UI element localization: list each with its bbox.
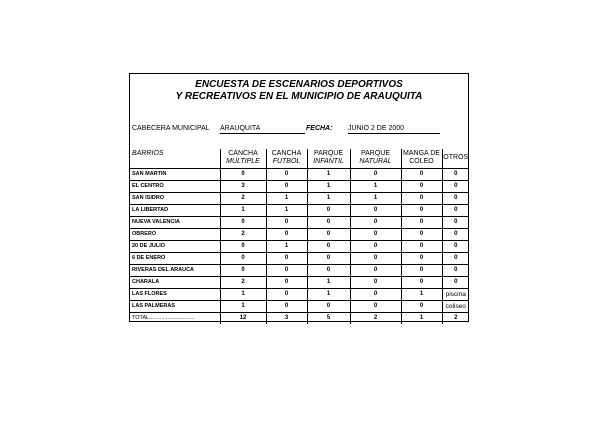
cell-parque-infantil: 0 (307, 216, 350, 228)
cell-cancha-multiple: 1 (220, 300, 266, 312)
cell-parque-infantil: 1 (307, 288, 350, 300)
cell-parque-natural: 0 (350, 204, 401, 216)
cell-cancha-multiple: 0 (220, 264, 266, 276)
cell-parque-natural: 0 (350, 264, 401, 276)
cell-cancha-futbol: 0 (266, 300, 307, 312)
cell-barrio: CHARALA (130, 276, 220, 288)
total-cancha-futbol: 3 (266, 312, 307, 324)
total-parque-infantil: 5 (307, 312, 350, 324)
survey-sheet (129, 73, 469, 322)
cell-otros: 0 (442, 228, 469, 240)
fecha-value: JUNIO 2 DE 2000 (348, 125, 440, 134)
cell-barrio: NUEVA VALENCIA (130, 216, 220, 228)
table-row (130, 276, 469, 288)
cabecera-value: ARAUQUITA (220, 125, 305, 134)
cell-manga-de-coleo: 0 (401, 192, 442, 204)
title-line-1: ENCUESTA DE ESCENARIOS DEPORTIVOS (195, 79, 403, 90)
cell-parque-natural: 0 (350, 228, 401, 240)
header-parque-infantil: PARQUE INFANTIL (307, 149, 350, 168)
cell-parque-infantil: 0 (307, 300, 350, 312)
header-manga-de-coleo: MANGA DE COLEO (401, 149, 442, 168)
cell-parque-infantil: 1 (307, 168, 350, 180)
cell-otros: 0 (442, 192, 469, 204)
cell-parque-infantil: 1 (307, 192, 350, 204)
cell-parque-natural: 1 (350, 180, 401, 192)
survey-table (130, 149, 469, 324)
cell-parque-infantil: 1 (307, 180, 350, 192)
table-row (130, 192, 469, 204)
cell-parque-infantil: 0 (307, 240, 350, 252)
total-row (130, 312, 469, 324)
table-row (130, 204, 469, 216)
cell-cancha-futbol: 1 (266, 192, 307, 204)
table-row (130, 252, 469, 264)
cell-manga-de-coleo: 0 (401, 180, 442, 192)
cell-cancha-multiple: 0 (220, 216, 266, 228)
cell-parque-natural: 1 (350, 192, 401, 204)
cell-otros: piscina (442, 288, 469, 300)
cell-barrio: LA LIBERTAD (130, 204, 220, 216)
cell-cancha-multiple: 0 (220, 252, 266, 264)
cell-cancha-futbol: 0 (266, 216, 307, 228)
cell-otros: 0 (442, 240, 469, 252)
cell-otros: 0 (442, 264, 469, 276)
cell-manga-de-coleo: 0 (401, 216, 442, 228)
cell-cancha-futbol: 0 (266, 228, 307, 240)
total-manga-de-coleo: 1 (401, 312, 442, 324)
cell-cancha-multiple: 2 (220, 228, 266, 240)
cell-barrio: SAN MARTIN (130, 168, 220, 180)
cell-cancha-multiple: 1 (220, 288, 266, 300)
cell-cancha-futbol: 1 (266, 240, 307, 252)
cell-manga-de-coleo: 0 (401, 168, 442, 180)
header-row (130, 149, 469, 168)
cell-barrio: OBRERO (130, 228, 220, 240)
table-row (130, 264, 469, 276)
cell-manga-de-coleo: 0 (401, 240, 442, 252)
header-barrios: BARRIOS (130, 149, 220, 168)
cell-otros: 0 (442, 276, 469, 288)
cell-manga-de-coleo: 0 (401, 276, 442, 288)
cell-cancha-multiple: 2 (220, 276, 266, 288)
cell-manga-de-coleo: 0 (401, 228, 442, 240)
cell-cancha-multiple: 3 (220, 180, 266, 192)
cell-parque-natural: 0 (350, 216, 401, 228)
cell-barrio: SAN ISIDRO (130, 192, 220, 204)
table-row (130, 180, 469, 192)
cell-manga-de-coleo: 0 (401, 204, 442, 216)
table-row (130, 240, 469, 252)
cell-cancha-multiple: 2 (220, 192, 266, 204)
fecha-label: FECHA: (306, 125, 333, 132)
cell-cancha-futbol: 0 (266, 288, 307, 300)
cell-cancha-multiple: 0 (220, 240, 266, 252)
cell-otros: 0 (442, 252, 469, 264)
cabecera-label: CABECERA MUNICIPAL (132, 125, 210, 132)
title-line-2: Y RECREATIVOS EN EL MUNICIPIO DE ARAUQUITA (175, 91, 423, 102)
cell-otros: 0 (442, 216, 469, 228)
cell-barrio: 6 DE ENERO (130, 252, 220, 264)
total-parque-natural: 2 (350, 312, 401, 324)
table-row (130, 300, 469, 312)
cell-cancha-multiple: 1 (220, 204, 266, 216)
cell-barrio: LAS PALMERAS (130, 300, 220, 312)
cell-manga-de-coleo: 0 (401, 264, 442, 276)
cell-parque-infantil: 0 (307, 228, 350, 240)
cell-cancha-futbol: 0 (266, 252, 307, 264)
cell-manga-de-coleo: 0 (401, 300, 442, 312)
cell-cancha-futbol: 0 (266, 180, 307, 192)
cell-cancha-futbol: 0 (266, 264, 307, 276)
cell-barrio: EL CENTRO (130, 180, 220, 192)
header-otros: OTROS (442, 149, 469, 168)
cell-parque-natural: 0 (350, 288, 401, 300)
table-row (130, 288, 469, 300)
cell-otros: 0 (442, 204, 469, 216)
cell-parque-infantil: 0 (307, 204, 350, 216)
header-parque-natural: PARQUE NATURAL (350, 149, 401, 168)
total-barrio: TOTAL.............................. (132, 314, 196, 321)
cell-cancha-futbol: 0 (266, 168, 307, 180)
cell-manga-de-coleo: 0 (401, 252, 442, 264)
cell-barrio: RIVERAS DEL ARAUCA (130, 264, 220, 276)
table-row (130, 216, 469, 228)
cell-barrio: LAS FLORES (130, 288, 220, 300)
cell-otros: 0 (442, 168, 469, 180)
header-cancha-multiple: CANCHA MULTIPLE (220, 149, 266, 168)
cell-cancha-futbol: 0 (266, 276, 307, 288)
cell-otros: coliseo (442, 300, 469, 312)
cell-parque-natural: 0 (350, 252, 401, 264)
cell-parque-infantil: 0 (307, 252, 350, 264)
cell-parque-infantil: 1 (307, 276, 350, 288)
cell-cancha-futbol: 1 (266, 204, 307, 216)
cell-otros: 0 (442, 180, 469, 192)
cell-parque-infantil: 0 (307, 264, 350, 276)
cell-manga-de-coleo: 1 (401, 288, 442, 300)
table-row (130, 168, 469, 180)
cell-barrio: 20 DE JULIO (130, 240, 220, 252)
cell-parque-natural: 0 (350, 168, 401, 180)
header-cancha-futbol: CANCHA FUTBOL (266, 149, 307, 168)
cell-parque-natural: 0 (350, 240, 401, 252)
total-cancha-multiple: 12 (220, 312, 266, 324)
cell-cancha-multiple: 0 (220, 168, 266, 180)
cell-parque-natural: 0 (350, 276, 401, 288)
table-row (130, 228, 469, 240)
cell-parque-natural: 0 (350, 300, 401, 312)
total-otros: 2 (442, 312, 469, 324)
